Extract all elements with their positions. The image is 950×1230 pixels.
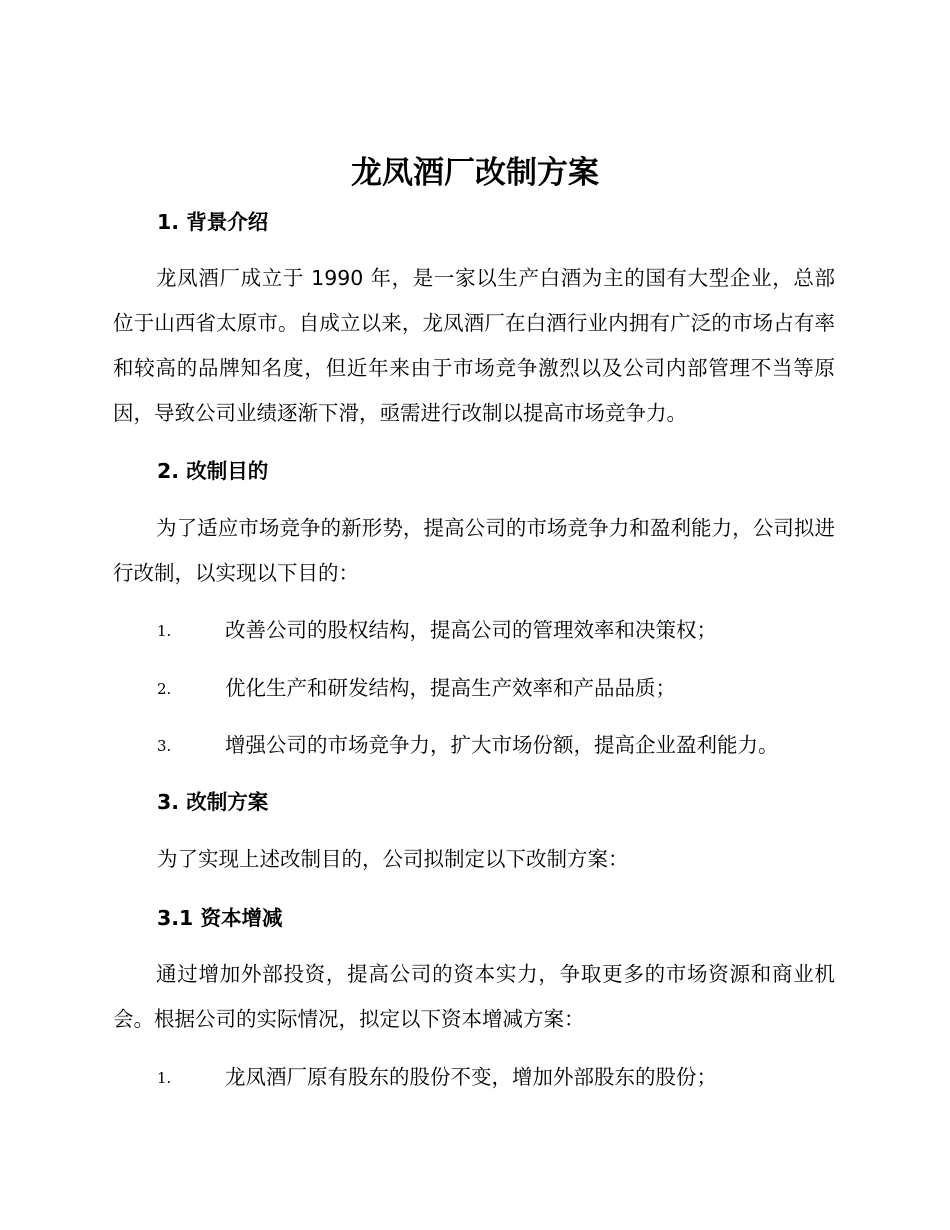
section-heading-purpose: 2. 改制目的 (157, 459, 269, 483)
section-heading-background: 1. 背景介绍 (157, 210, 269, 234)
document-title: 龙凤酒厂改制方案 (351, 155, 599, 191)
list-item-number: 3. (157, 737, 172, 755)
list-item-text: 龙凤酒厂原有股东的股份不变，增加外部股东的股份； (225, 1065, 717, 1089)
list-item-number: 2. (157, 680, 172, 698)
list-item-text: 优化生产和研发结构，提高生产效率和产品品质； (225, 676, 676, 700)
list-item-text: 增强公司的市场竞争力，扩大市场份额，提高企业盈利能力。 (225, 733, 779, 757)
list-item-number: 1. (157, 1069, 172, 1087)
paragraph-capital: 通过增加外部投资，提高公司的资本实力，争取更多的市场资源和商业机会。根据公司的实际情况，拟定以下资本增减方案： (113, 962, 835, 1031)
paragraph-background: 龙凤酒厂成立于 1990 年，是一家以生产白酒为主的国有大型企业，总部位于山西省太原市。自成立以来，龙凤酒厂在白酒行业内拥有广泛的市场占有率和较高的品牌知名度，但近年来由于市场竞争激烈以及公司内部管理不当等原因，导致公司业绩逐渐下滑，亟需进行改制以提高市场竞争力。 (113, 266, 835, 425)
section-heading-plan: 3. 改制方案 (157, 790, 269, 814)
paragraph-purpose: 为了适应市场竞争的新形势，提高公司的市场竞争力和盈利能力，公司拟进行改制，以实现以下目的： (113, 516, 835, 585)
paragraph-plan: 为了实现上述改制目的，公司拟制定以下改制方案： (157, 847, 629, 871)
subsection-heading-capital: 3.1 资本增减 (157, 906, 283, 930)
list-item-number: 1. (157, 622, 172, 640)
list-item-text: 改善公司的股权结构，提高公司的管理效率和决策权； (225, 618, 717, 642)
